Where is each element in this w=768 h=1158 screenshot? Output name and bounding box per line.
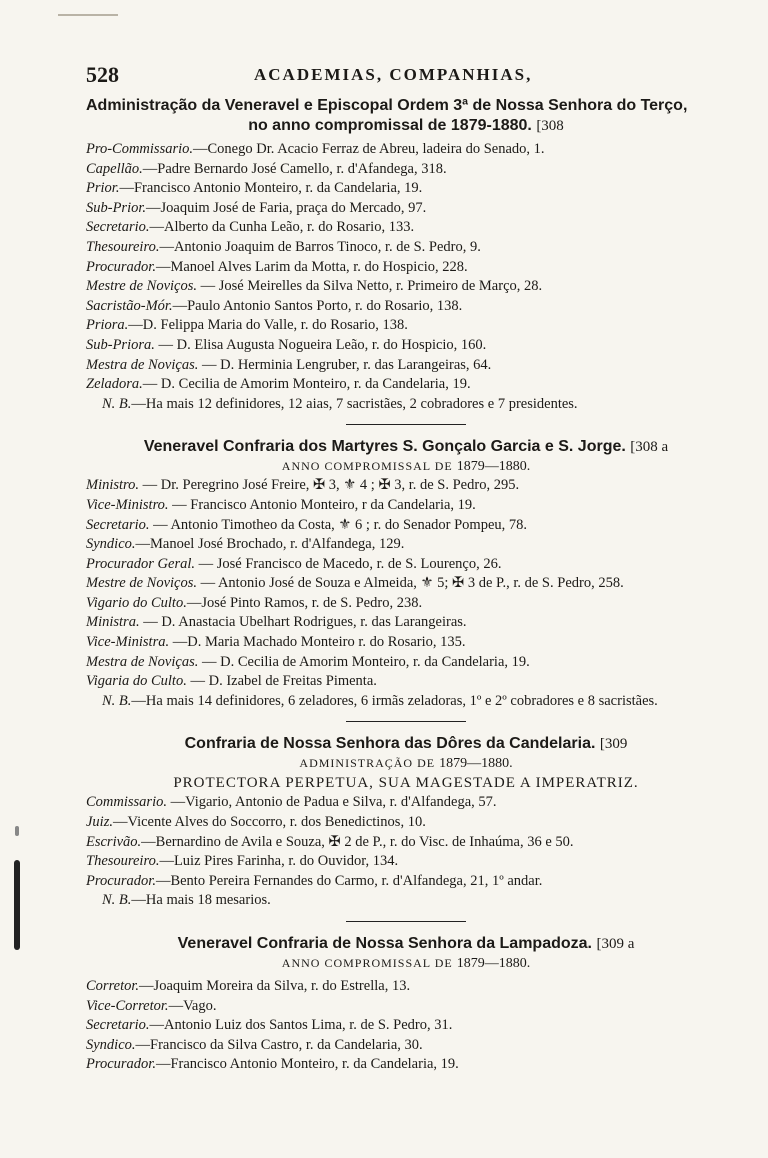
list-item xyxy=(86,356,726,376)
entry-role: Thesoureiro. xyxy=(86,238,160,255)
list-item xyxy=(86,1055,726,1075)
entry-role: Escrivão. xyxy=(86,833,142,850)
entry-text: — D. Izabel de Freitas Pimenta. xyxy=(186,673,377,690)
entry-list xyxy=(86,793,726,911)
entry-role: Procurador. xyxy=(86,872,156,889)
entry-role: Syndico. xyxy=(86,1036,136,1053)
entry-text: —Antonio Luiz dos Santos Lima, r. de S. Pedro, 31. xyxy=(149,1017,453,1034)
entry-text: —D. Felippa Maria do Valle, r. do Rosario, 138. xyxy=(128,317,408,334)
entry-text: —Joaquim José de Faria, praça do Mercado, 97. xyxy=(146,199,427,216)
entry-text: —Conego Dr. Acacio Ferraz de Abreu, ladeira do Senado, 1. xyxy=(193,141,545,157)
section-confraria-martyres xyxy=(86,437,726,711)
entry-text: —Vago. xyxy=(168,997,217,1014)
list-item xyxy=(86,258,726,278)
entry-role: Sub-Prior. xyxy=(86,199,147,216)
list-item xyxy=(86,793,726,813)
entry-role: Ministro. xyxy=(86,477,140,494)
section-title xyxy=(86,96,726,136)
subtitle-text: ANNO COMPROMISSAL DE xyxy=(281,459,453,474)
section-ref: [309 xyxy=(599,736,628,753)
list-item xyxy=(86,977,726,997)
list-item xyxy=(86,594,726,614)
section-title-text: Confraria de Nossa Senhora das Dôres da Candelaria. xyxy=(184,735,596,753)
entry-text: —Vigario, Antonio de Padua e Silva, r. d'Alfandega, 57. xyxy=(166,794,497,811)
section-subtitle xyxy=(86,954,726,973)
entry-text: —Antonio Joaquim de Barros Tinoco, r. de S. Pedro, 9. xyxy=(159,238,481,255)
nota-bene xyxy=(86,395,726,415)
entry-role: Vice-Ministro. xyxy=(86,496,169,513)
running-title: ACADEMIAS, COMPANHIAS, xyxy=(254,65,533,84)
entry-role: Procurador Geral. xyxy=(86,555,196,572)
entry-text: —Alberto da Cunha Leão, r. do Rosario, 133. xyxy=(149,219,415,236)
page-number: 528 xyxy=(86,62,119,87)
entry-text: —Padre Bernardo José Camello, r. d'Afandega, 318. xyxy=(142,160,447,177)
entry-text: — D. Elisa Augusta Nogueira Leão, r. do Hospicio, 160. xyxy=(154,336,487,353)
entry-role: Mestre de Noviços. xyxy=(86,575,198,592)
entry-text: — José Meirelles da Silva Netto, r. Primeiro de Março, 28. xyxy=(197,278,543,295)
entry-text: —José Pinto Ramos, r. de S. Pedro, 238. xyxy=(186,594,423,611)
entry-text: —Vicente Alves do Soccorro, r. dos Benedictinos, 10. xyxy=(112,814,426,831)
nota-bene xyxy=(86,891,726,911)
entry-role: Sacristão-Mór. xyxy=(86,297,173,314)
entry-text: —Francisco Antonio Monteiro, r. da Candelaria, 19. xyxy=(155,1056,459,1073)
list-item xyxy=(86,516,726,536)
list-item xyxy=(86,833,726,853)
section-title-line1: Administração da Veneravel e Episcopal Ordem 3ª de Nossa Senhora do Terço, xyxy=(86,97,688,114)
entry-text: — Francisco Antonio Monteiro, r da Candelaria, 19. xyxy=(168,496,476,513)
entry-role: Ministra. xyxy=(86,614,140,631)
section-ref: [309 a xyxy=(596,936,635,952)
section-title xyxy=(86,934,726,954)
section-subtitle xyxy=(86,754,726,773)
entry-list xyxy=(86,476,726,711)
list-item xyxy=(86,316,726,336)
section-title-text: Veneravel Confraria de Nossa Senhora da Lampadoza. xyxy=(177,935,592,952)
entry-text: —Manoel Alves Larim da Motta, r. do Hospicio, 228. xyxy=(155,258,468,275)
entry-role: Zeladora. xyxy=(86,376,143,393)
page-content xyxy=(86,96,726,1075)
section-ordem-terco xyxy=(86,96,726,414)
page-header xyxy=(86,62,716,92)
entry-text: —Manoel José Brochado, r. d'Alfandega, 129. xyxy=(135,536,405,553)
note-label: N. B. xyxy=(102,395,132,412)
list-item xyxy=(86,1016,726,1036)
section-divider xyxy=(346,721,466,722)
list-item xyxy=(86,535,726,555)
note-text: —Ha mais 14 definidores, 6 zeladores, 6 irmãs zeladoras, 1º e 2º cobradores e 8 sacristães. xyxy=(131,692,658,709)
list-item xyxy=(86,1036,726,1056)
entry-list xyxy=(86,977,726,1075)
section-confraria-dores xyxy=(86,734,726,911)
subtitle-years: 1879—1880. xyxy=(456,956,531,971)
entry-role: Secretario. xyxy=(86,1017,150,1034)
entry-text: — D. Cecilia de Amorim Monteiro, r. da Candelaria, 19. xyxy=(198,653,530,670)
entry-role: Procurador. xyxy=(86,1056,156,1073)
entry-text: —D. Maria Machado Monteiro r. do Rosario, 135. xyxy=(169,634,466,651)
section-subtitle xyxy=(86,457,726,476)
top-ink-mark xyxy=(58,14,118,16)
list-item xyxy=(86,653,726,673)
entry-text: —Francisco Antonio Monteiro, r. da Candelaria, 19. xyxy=(119,180,423,197)
list-item xyxy=(86,179,726,199)
entry-role: Prior. xyxy=(86,180,120,197)
subtitle-text: ADMINISTRAÇÃO DE xyxy=(299,756,436,771)
entry-role: Mestre de Noviços. xyxy=(86,278,198,295)
section-title xyxy=(86,437,726,457)
section-confraria-lampadoza xyxy=(86,934,726,1075)
entry-text: — D. Cecilia de Amorim Monteiro, r. da Candelaria, 19. xyxy=(142,376,471,393)
entry-text: —Bento Pereira Fernandes do Carmo, r. d'Alfandega, 21, 1º andar. xyxy=(155,872,543,889)
list-item xyxy=(86,140,726,160)
nota-bene xyxy=(86,692,726,712)
entry-role: Vice-Ministra. xyxy=(86,634,170,651)
list-item xyxy=(86,997,726,1017)
list-item xyxy=(86,238,726,258)
entry-role: Priora. xyxy=(86,317,129,334)
entry-text: —Paulo Antonio Santos Porto, r. do Rosario, 138. xyxy=(172,297,463,314)
entry-role: Syndico. xyxy=(86,536,136,553)
list-item xyxy=(86,336,726,356)
list-item xyxy=(86,297,726,317)
entry-role: Pro-Commissario. xyxy=(86,141,194,157)
list-item xyxy=(86,813,726,833)
list-item xyxy=(86,476,726,496)
note-label: N. B. xyxy=(102,892,132,909)
section-ref: [308 a xyxy=(630,439,669,456)
section-title-line2-text: no anno compromissal de 1879-1880. xyxy=(248,117,532,134)
entry-role: Vigaria do Culto. xyxy=(86,673,187,690)
margin-ink-dot xyxy=(15,826,19,836)
entry-text: —Bernardino de Avila e Souza, ✠ 2 de P., r. do Visc. de Inhaúma, 36 e 50. xyxy=(141,833,574,850)
entry-role: Vice-Corretor. xyxy=(86,997,169,1014)
entry-list xyxy=(86,140,726,414)
section-title-line2 xyxy=(86,116,726,136)
protector-line: PROTECTORA PERPETUA, SUA MAGESTADE A IMPERATRIZ. xyxy=(173,775,639,792)
entry-role: Corretor. xyxy=(86,978,140,994)
section-divider xyxy=(346,921,466,922)
list-item xyxy=(86,160,726,180)
list-item xyxy=(86,277,726,297)
list-item xyxy=(86,496,726,516)
margin-ink-mark xyxy=(14,860,20,950)
entry-role: Capellão. xyxy=(86,160,143,177)
list-item xyxy=(86,613,726,633)
subtitle-years: 1879—1880. xyxy=(456,459,531,475)
entry-role: Mestra de Noviças. xyxy=(86,356,199,373)
entry-role: Thesoureiro. xyxy=(86,853,160,870)
entry-role: Sub-Priora. xyxy=(86,336,155,353)
section-ref: [308 xyxy=(536,118,564,134)
entry-role: Juiz. xyxy=(86,814,113,831)
entry-role: Secretario. xyxy=(86,516,150,533)
entry-text: — Dr. Peregrino José Freire, ✠ 3, ⚜ 4 ; ✠ 3, r. de S. Pedro, 295. xyxy=(139,477,520,494)
section-divider xyxy=(346,424,466,425)
entry-role: Vigario do Culto. xyxy=(86,594,187,611)
entry-text: — D. Herminia Lengruber, r. das Larangeiras, 64. xyxy=(198,356,492,373)
subtitle-years: 1879—1880. xyxy=(439,756,513,772)
entry-role: Commissario. xyxy=(86,794,167,811)
list-item xyxy=(86,574,726,594)
entry-text: — José Francisco de Macedo, r. de S. Lourenço, 26. xyxy=(195,555,502,572)
entry-role: Secretario. xyxy=(86,219,150,236)
subtitle-text: ANNO COMPROMISSAL DE xyxy=(281,956,453,970)
section-title-text: Veneravel Confraria dos Martyres S. Gonçalo Garcia e S. Jorge. xyxy=(143,438,626,456)
entry-text: —Luiz Pires Farinha, r. do Ouvidor, 134. xyxy=(159,853,399,870)
entry-text: — Antonio José de Souza e Almeida, ⚜ 5; ✠ 3 de P., r. de S. Pedro, 258. xyxy=(197,575,624,592)
list-item xyxy=(86,218,726,238)
note-text: —Ha mais 18 mesarios. xyxy=(131,892,271,909)
note-label: N. B. xyxy=(102,692,132,709)
entry-text: — D. Anastacia Ubelhart Rodrigues, r. das Larangeiras. xyxy=(139,614,467,631)
section-title xyxy=(86,734,726,754)
entry-text: —Francisco da Silva Castro, r. da Candelaria, 30. xyxy=(135,1036,423,1053)
entry-text: —Joaquim Moreira da Silva, r. do Estrella, 13. xyxy=(139,978,411,994)
list-item xyxy=(86,199,726,219)
list-item xyxy=(86,375,726,395)
list-item xyxy=(86,672,726,692)
list-item xyxy=(86,872,726,892)
list-item xyxy=(86,633,726,653)
list-item xyxy=(86,852,726,872)
entry-role: Mestra de Noviças. xyxy=(86,653,199,670)
list-item xyxy=(86,555,726,575)
entry-role: Procurador. xyxy=(86,258,156,275)
entry-text: — Antonio Timotheo da Costa, ⚜ 6 ; r. do Senador Pompeu, 78. xyxy=(149,516,528,533)
note-text: —Ha mais 12 definidores, 12 aias, 7 sacristães, 2 cobradores e 7 presidentes. xyxy=(131,395,578,412)
